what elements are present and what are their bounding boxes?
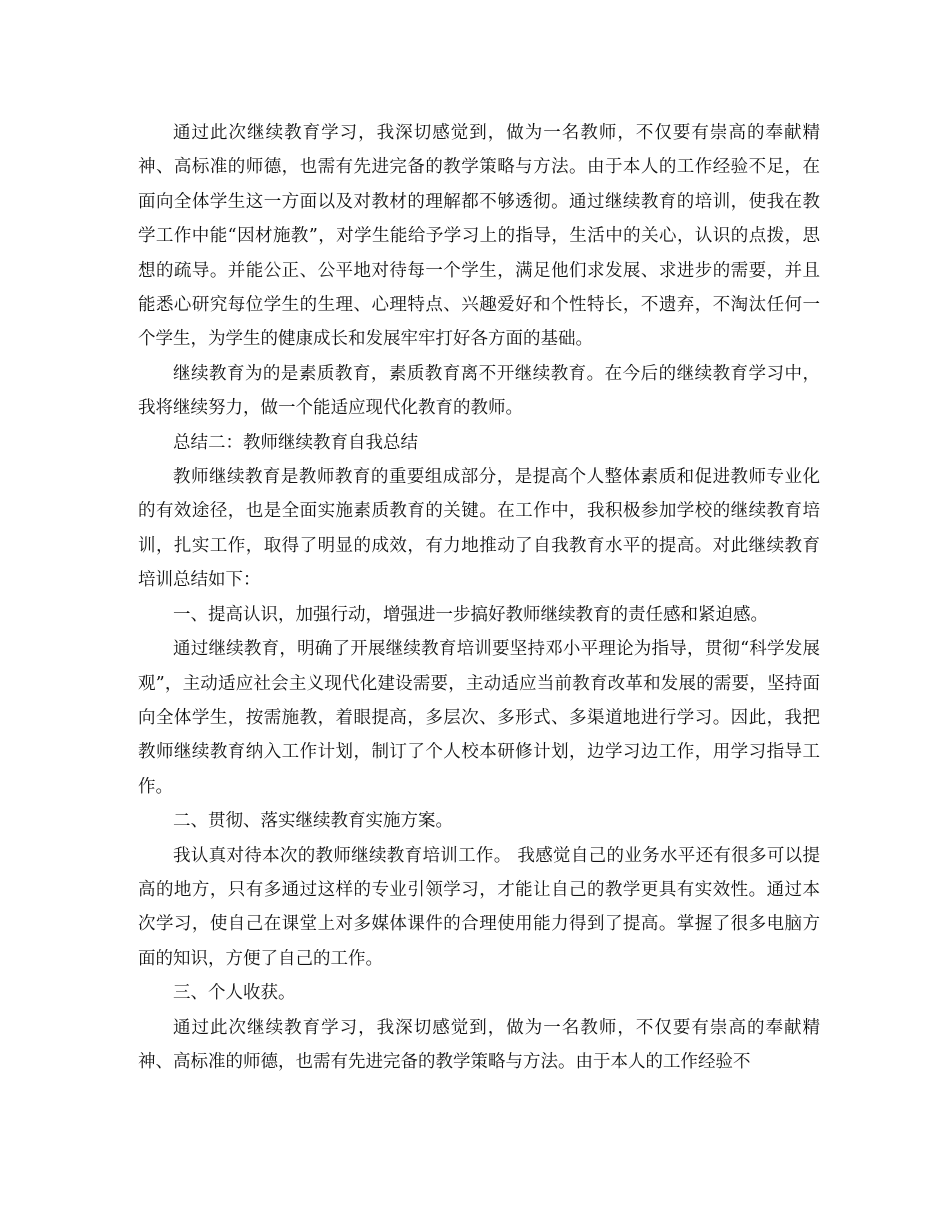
document-body xyxy=(138,116,820,1079)
paragraph-understanding: 通过继续教育，明确了开展继续教育培训要坚持邓小平理论为指导，贯彻“科学发展观”，主动适应社会主义现代化建设需要，主动适应当前教育改革和发展的需要，坚持面向全体学生，按需施教，着眼提高，多层次、多形式、多渠道地进行学习。因此，我把教师继续教育纳入工作计划，制订了个人校本研修计划，边学习边工作，用学习指导工作。 xyxy=(138,639,820,797)
paragraph-gains: 通过此次继续教育学习，我深切感觉到，做为一名教师，不仅要有崇高的奉献精神、高标准的师德，也需有先进完备的教学策略与方法。由于本人的工作经验不 xyxy=(138,1017,820,1072)
heading-three: 三、个人收获。 xyxy=(173,983,296,1004)
section-title-summary-two: 总结二：教师继续教育自我总结 xyxy=(173,432,418,453)
heading-one: 一、提高认识，加强行动，增强进一步搞好教师继续教育的责任感和紧迫感。 xyxy=(173,604,768,625)
paragraph-reflection-2: 继续教育为的是素质教育，素质教育离不开继续教育。在今后的继续教育学习中，我将继续努力，做一个能适应现代化教育的教师。 xyxy=(138,363,820,419)
paragraph-reflection-1: 通过此次继续教育学习，我深切感觉到，做为一名教师，不仅要有崇高的奉献精神、高标准的师德，也需有先进完备的教学策略与方法。由于本人的工作经验不足，在面向全体学生这一方面以及对教材的理解都不够透彻。通过继续教育的培训，使我在教学工作中能“因材施教”，对学生能给予学习上的指导，生活中的关心，认识的点拨，思想的疏导。并能公正、公平地对待每一个学生，满足他们求发展、求进步的需要，并且能悉心研究每位学生的生理、心理特点、兴趣爱好和个性特长，不遗弃，不淘汰任何一个学生，为学生的健康成长和发展牢牢打好各方面的基础。 xyxy=(138,123,820,350)
paragraph-intro: 教师继续教育是教师教育的重要组成部分，是提高个人整体素质和促进教师专业化的有效途径，也是全面实施素质教育的关键。在工作中，我积极参加学校的继续教育培训，扎实工作，取得了明显的成效，有力地推动了自我教育水平的提高。对此继续教育培训总结如下： xyxy=(138,467,820,591)
heading-two: 二、贯彻、落实继续教育实施方案。 xyxy=(173,811,453,832)
paragraph-implementation: 我认真对待本次的教师继续教育培训工作。 我感觉自己的业务水平还有很多可以提高的地方，只有多通过这样的专业引领学习，才能让自己的教学更具有实效性。通过本次学习，使自己在课堂上对多媒体课件的合理使用能力得到了提高。掌握了很多电脑方面的知识，方便了自己的工作。 xyxy=(138,845,820,969)
